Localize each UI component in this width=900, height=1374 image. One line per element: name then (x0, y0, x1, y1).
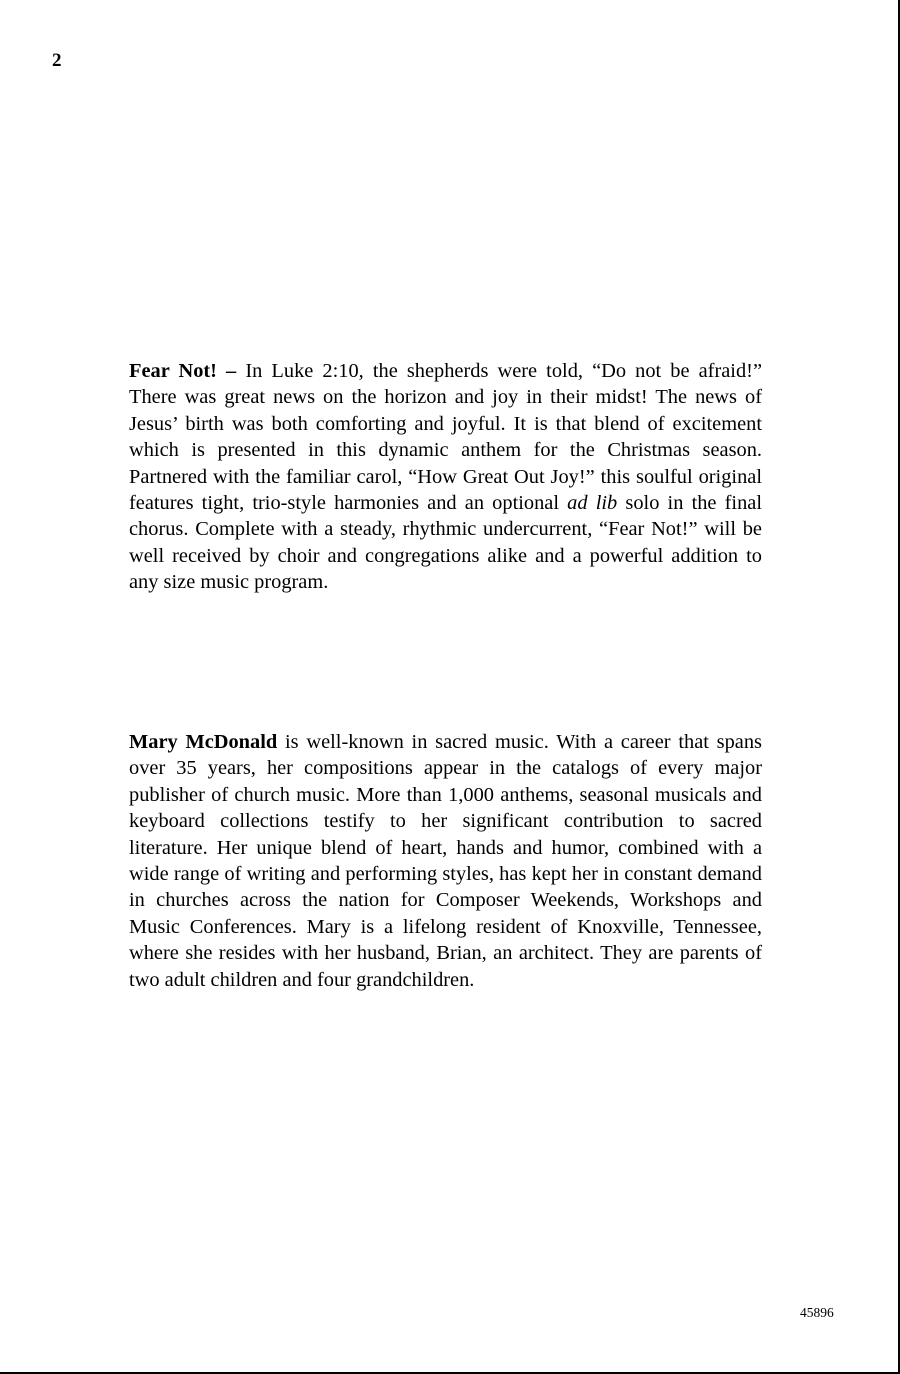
page-number: 2 (52, 50, 62, 71)
anthem-description (129, 358, 762, 596)
composer-bio (129, 729, 762, 993)
composer-name: Mary McDonald (129, 731, 278, 753)
anthem-title: Fear Not! – (129, 360, 237, 382)
anthem-description-text-2: solo in the final chorus. Complete with a steady, rhythmic undercurrent, “Fear Not!” will be well received by choir and congregations alike and a powerful addition to any size music program. (129, 492, 762, 594)
anthem-description-text-1: In Luke 2:10, the shepherds were told, “Do not be afraid!” There was great news on the horizon and joy in their midst! The news of Jesus’ birth was both comforting and joyful. It is that blend of excitement which is presented in this dynamic anthem for the Christmas season. Partnered with the familiar carol, “How Great Out Joy!” this soulful original features tight, trio-style harmonies and an optional (129, 360, 762, 515)
composer-bio-text: is well-known in sacred music. With a career that spans over 35 years, her compositions appear in the catalogs of every major publisher of church music. More than 1,000 anthems, seasonal musicals and keyboard collections testify to her significant contribution to sacred literature. Her unique blend of heart, hands and humor, combined with a wide range of writing and performing styles, has kept her in constant demand in churches across the nation for Composer Weekends, Workshops and Music Conferences. Mary is a lifelong resident of Knoxville, Tennessee, where she resides with her husband, Brian, an architect. They are parents of two adult children and four grandchildren. (129, 731, 762, 991)
catalog-number: 45896 (800, 1305, 834, 1320)
anthem-description-italic: ad lib (567, 492, 618, 515)
